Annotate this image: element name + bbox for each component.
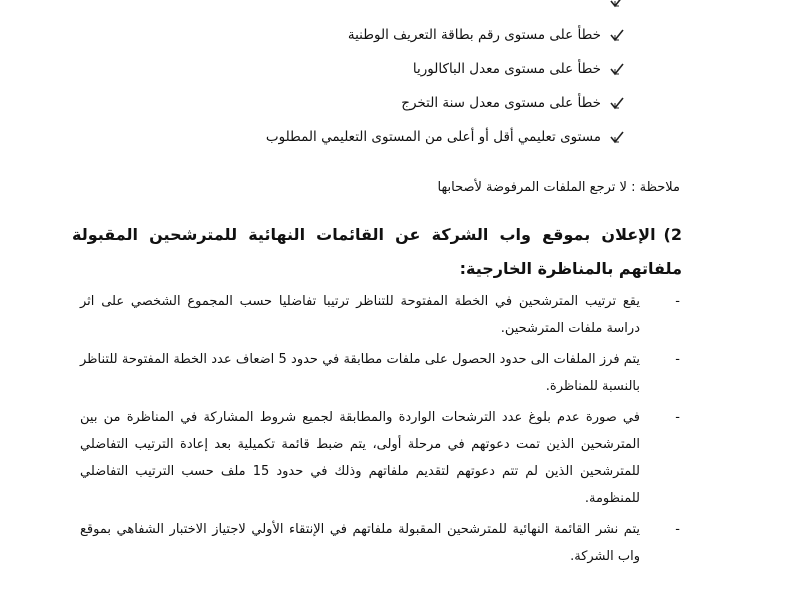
list-item-text: خطأ على مستوى معدل الباكالوريا [412, 61, 601, 77]
procedure-list [80, 288, 680, 574]
list-item [80, 288, 680, 342]
list-item-text: مستوى تعليمي أقل أو أعلى من المستوى التعليمي المطلوب [265, 129, 601, 145]
checkmark-arrow-icon [609, 27, 625, 43]
rejection-reasons-list [165, 0, 625, 154]
list-item [165, 86, 625, 120]
list-item [165, 52, 625, 86]
section-title: الإعلان بموقع واب الشركة عن القائمات النهائية للمترشحين المقبولة ملفاتهم بالمناظرة الخارجية: [72, 225, 682, 278]
dash-bullet: - [675, 294, 680, 309]
dash-bullet: - [675, 522, 680, 537]
dash-bullet: - [675, 352, 680, 367]
list-item [80, 404, 680, 512]
checkmark-arrow-icon [609, 129, 625, 145]
list-item-text: خطأ على مستوى رقم بطاقة التعريف الوطنية [347, 27, 601, 43]
list-item [165, 0, 625, 18]
list-item-text: يتم فرز الملفات الى حدود الحصول على ملفات مطابقة في حدود 5 اضعاف عدد الخطة المفتوحة للتناظر بالنسبة للمناظرة. [80, 352, 640, 394]
section-number: 2) [663, 225, 682, 244]
list-item [165, 120, 625, 154]
list-item-text: في صورة عدم بلوغ عدد الترشحات الواردة والمطابقة لجميع شروط المشاركة في المناظرة من بين المترشحين الذين تمت دعوتهم في مرحلة أولى، يتم ضبط قائمة تكميلية بعد إعادة الترتيب التفاضلي للمترشحين الذين لم تتم دعوتهم لتقديم ملفاتهم وذلك في حدود 15 ملف حسب الترتيب التفاضلي للمنظومة. [80, 410, 641, 506]
checkmark-arrow-icon [609, 61, 625, 77]
list-item [80, 516, 680, 570]
note-text: ملاحظة : لا ترجع الملفات المرفوضة لأصحابها [437, 180, 680, 195]
list-item-text: يتم نشر القائمة النهائية للمترشحين المقبولة ملفاتهم في الإنتقاء الأولي لاجتياز الاختبار الشفاهي بموقع واب الشركة. [80, 522, 640, 564]
list-item [80, 346, 680, 400]
checkmark-arrow-icon [609, 95, 625, 111]
list-item-text: يقع ترتيب المترشحين في الخطة المفتوحة للتناظر ترتيبا تفاضليا حسب المجموع الشخصي على اثر دراسة ملفات المترشحين. [80, 294, 640, 336]
list-item [165, 18, 625, 52]
dash-bullet: - [675, 410, 680, 425]
list-item-text: خطأ على مستوى معدل سنة التخرج [401, 95, 601, 111]
checkmark-arrow-icon [609, 0, 625, 9]
section-heading [72, 218, 682, 286]
